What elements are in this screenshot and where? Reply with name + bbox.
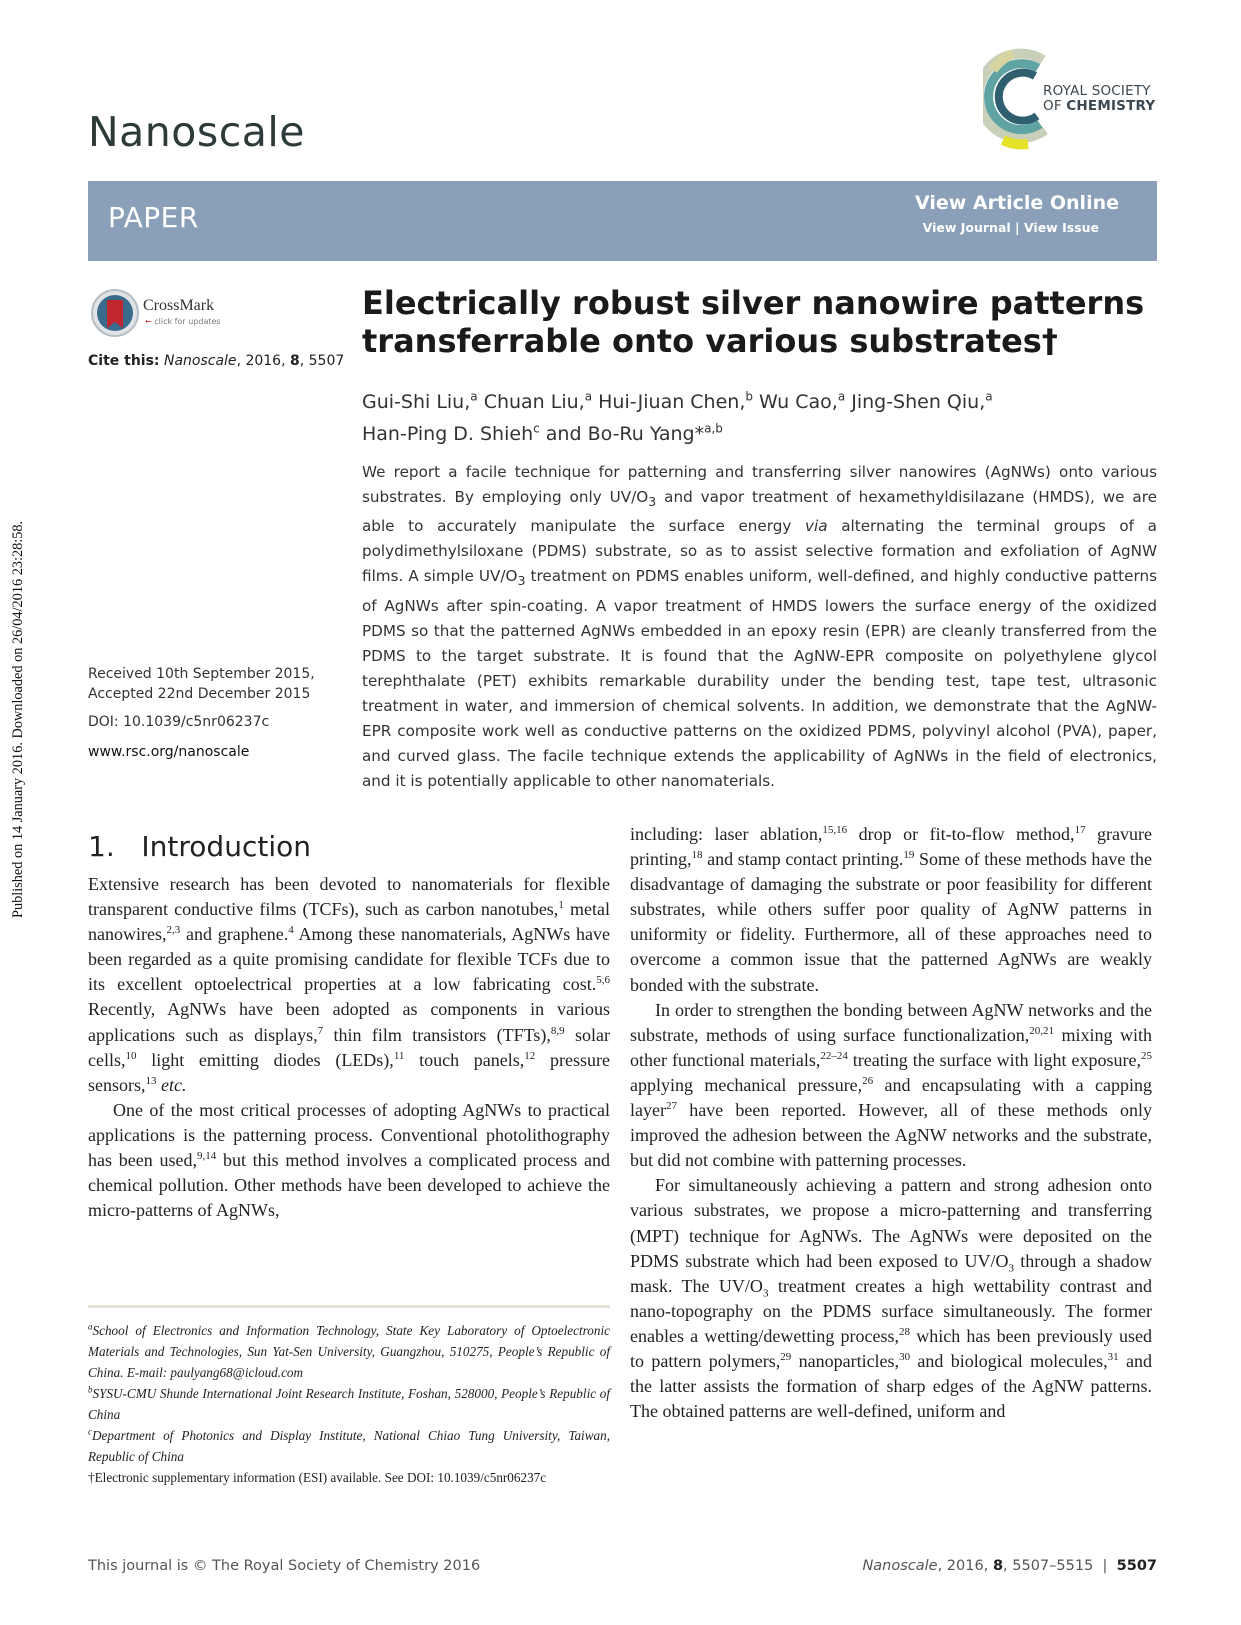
view-issue-link[interactable]: View Issue (1023, 220, 1099, 235)
received-date: Received 10th September 2015, (88, 666, 315, 682)
right-paragraph-1: including: laser ablation,$^{15,16}$ drop or fit-to-flow method,$^{17}$ gravure printing,$^{18}$ and stamp contact printing.$^{19}$ Some of these methods have the disadvantage of damaging the substrate or poor feasibility for different substrates, while others suffer poor quality of AgNW patterns in uniformity or fidelity. Furthermore, all of these approaches need to overcome a common issue that the patterned AgNWs are weakly bonded with the substrate. (630, 824, 1153, 995)
article-title (362, 284, 1152, 360)
cite-page: , 5507 (299, 353, 345, 369)
banner-link-separator: | (1010, 220, 1024, 235)
article-title-line2: transferrable onto various substrates† (362, 322, 1058, 360)
author: Wu Cao,$^a$ (759, 390, 846, 414)
view-article-online-link[interactable]: View Article Online (915, 192, 1119, 214)
cite-line (88, 353, 344, 369)
left-column-text (88, 872, 610, 1223)
footer-copyright: This journal is © The Royal Society of Chemistry 2016 (88, 1558, 481, 1574)
footnote-a: $^a$School of Electronics and Information Technology, State Key Laboratory of Optoelectronic Materials and Technologies, Sun Yat-Sen University, Guangzhou, 510275, People’s Republic of China. E-mail: paulyang68@icloud.com (88, 1321, 610, 1380)
footer-volume: 8 (992, 1558, 1004, 1574)
author-list (362, 384, 1152, 447)
footer-citation (862, 1558, 1157, 1574)
rsc-logo (983, 40, 1165, 155)
footnotes (88, 1320, 610, 1488)
footnote-esi: †Electronic supplementary information (ESI) available. See DOI: 10.1039/c5nr06237c (88, 1470, 547, 1485)
accepted-date: Accepted 22nd December 2015 (88, 686, 311, 702)
footer-journal: Nanoscale (862, 1558, 938, 1574)
cite-journal: Nanoscale (163, 353, 237, 369)
banner-label: PAPER (108, 201, 199, 234)
section-heading-introduction (88, 830, 311, 863)
crossmark-label: CrossMark (143, 297, 215, 314)
rsc-logo-line2-bold: CHEMISTRY (1066, 98, 1156, 114)
intro-paragraph-2: One of the most critical processes of adopting AgNWs to practical applications is the patterning process. Conventional photolithography has been used,$^{9,14}$ but this method involves a complicated process and chemical pollution. Other methods have been developed to achieve the micro-patterns of AgNWs, (88, 1099, 611, 1221)
right-paragraph-3: For simultaneously achieving a pattern and strong adhesion onto various substrates, we propose a micro-patterning and transferring (MPT) technique for AgNWs. The AgNWs were deposited on the PDMS substrate which had been exposed to $UV/O_3$ through a shadow mask. The $UV/O_3$ treatment creates a high wettability contrast and nano-topography on the PDMS surface simultaneously. The former enables a wetting/dewetting process,$^{28}$ which has been previously used to pattern polymers,$^{29}$ nanoparticles,$^{30}$ and biological molecules,$^{31}$ and the latter assists the formation of sharp edges of the AgNW patterns. The obtained patterns are well-defined, uniform and (630, 1175, 1153, 1422)
footnote-c: $^c$Department of Photonics and Display Institute, National Chiao Tung University, Taiwan, Republic of China (88, 1426, 610, 1464)
doi[interactable]: DOI: 10.1039/c5nr06237c (88, 714, 270, 730)
cite-volume: 8 (290, 353, 300, 369)
footer-year: , 2016, (937, 1558, 993, 1574)
view-journal-link[interactable]: View Journal (922, 220, 1011, 235)
journal-url[interactable]: www.rsc.org/nanoscale (88, 744, 250, 760)
author: Han-Ping D. Shieh$^c$ (362, 421, 540, 445)
author: and Bo-Ru Yang*$^{a,b}$ (545, 421, 723, 445)
cite-label: Cite this: (88, 353, 160, 369)
rsc-logo-line2-prefix: OF (1043, 98, 1062, 114)
cite-year: , 2016, (236, 353, 290, 369)
banner-links (923, 220, 1099, 235)
author: Jing-Shen Qiu,$^a$ (851, 390, 993, 414)
right-column-text (630, 822, 1152, 1424)
footnote-b: $^b$SYSU-CMU Shunde International Joint Research Institute, Foshan, 528000, People’s Republic of China (88, 1384, 610, 1422)
page-number: 5507 (1116, 1558, 1157, 1574)
crossmark-badge[interactable] (90, 288, 230, 340)
crossmark-icon (90, 288, 140, 338)
rsc-logo-text (1043, 84, 1155, 114)
article-title-line1: Electrically robust silver nanowire patterns (362, 284, 1145, 322)
download-stamp (8, 468, 28, 918)
journal-title: Nanoscale (88, 108, 306, 156)
footnote-divider (88, 1305, 610, 1308)
crossmark-sublabel: ← click for updates (145, 317, 221, 326)
abstract: We report a facile technique for patterning and transferring silver nanowires (AgNWs) onto various substrates. By employing only $UV/O_3$ and vapor treatment of hexamethyldisilazane (HMDS), we are able to accurately manipulate the surface energy via alternating the terminal groups of a polydimethylsiloxane (PDMS) substrate, so as to assist selective formation and exfoliation of AgNW films. A simple $UV/O_3$ treatment on PDMS enables uniform, well-defined, and highly conductive patterns of AgNWs after spin-coating. A vapor treatment of HMDS lowers the surface energy of the oxidized PDMS so that the patterned AgNWs embedded in an epoxy resin (EPR) are cleanly transferred from the PDMS to the target substrate. It is found that the AgNW-EPR composite on polyethylene glycol terephthalate (PET) exhibits remarkable durability under the bending test, tape test, ultrasonic treatment in water, and immersion of chemical solvents. In addition, we demonstrate that the AgNW-EPR composite work well as conductive patterns on the oxidized PDMS, polyvinyl alcohol (PVA), paper, and curved glass. The facile technique extends the applicability of AgNWs in the field of electronics, and it is potentially applicable to other nanomaterials. (362, 463, 1157, 791)
intro-paragraph-1: Extensive research has been devoted to nanomaterials for flexible transparent conductive films (TCFs), such as carbon nanotubes,$^1$ metal nanowires,$^{2,3}$ and graphene.$^4$ Among these nanomaterials, AgNWs have been regarded as a quite promising candidate for flexible TCFs due to its excellent optoelectrical properties at a low fabricating cost.$^{5,6}$ Recently, AgNWs have been adopted as components in various applications such as displays,$^7$ thin film transistors (TFTs),$^{8,9}$ solar cells,$^{10}$ light emitting diodes (LEDs),$^{11}$ touch panels,$^{12}$ pressure sensors,$^{13}$ etc. (88, 874, 611, 1095)
author: Gui-Shi Liu,$^a$ (362, 390, 478, 414)
paper-banner (88, 181, 1157, 261)
right-paragraph-2: In order to strengthen the bonding between AgNW networks and the substrate, methods of using surface functionalization,$^{20,21}$ mixing with other functional materials,$^{22-24}$ treating the surface with light exposure,$^{25}$ applying mechanical pressure,$^{26}$ and encapsulating with a capping layer$^{27}$ have been reported. However, all of these methods only improved the adhesion between the AgNW networks and the substrate, but did not combine with patterning processes. (630, 999, 1152, 1171)
rsc-logo-line2 (1043, 99, 1155, 114)
footer-pages: , 5507–5515 (1003, 1558, 1094, 1574)
section-number: 1. (88, 830, 115, 863)
footer-separator: | (1093, 1558, 1117, 1574)
author: Hui-Jiuan Chen,$^b$ (598, 390, 753, 414)
download-stamp-text: Published on 14 January 2016. Downloaded on 26/04/2016 23:28:58. (10, 520, 26, 918)
rsc-logo-line1: ROYAL SOCIETY (1043, 83, 1151, 99)
crossmark-sub-text: click for updates (154, 317, 221, 326)
section-title: Introduction (141, 830, 311, 863)
author: Chuan Liu,$^a$ (483, 390, 593, 414)
